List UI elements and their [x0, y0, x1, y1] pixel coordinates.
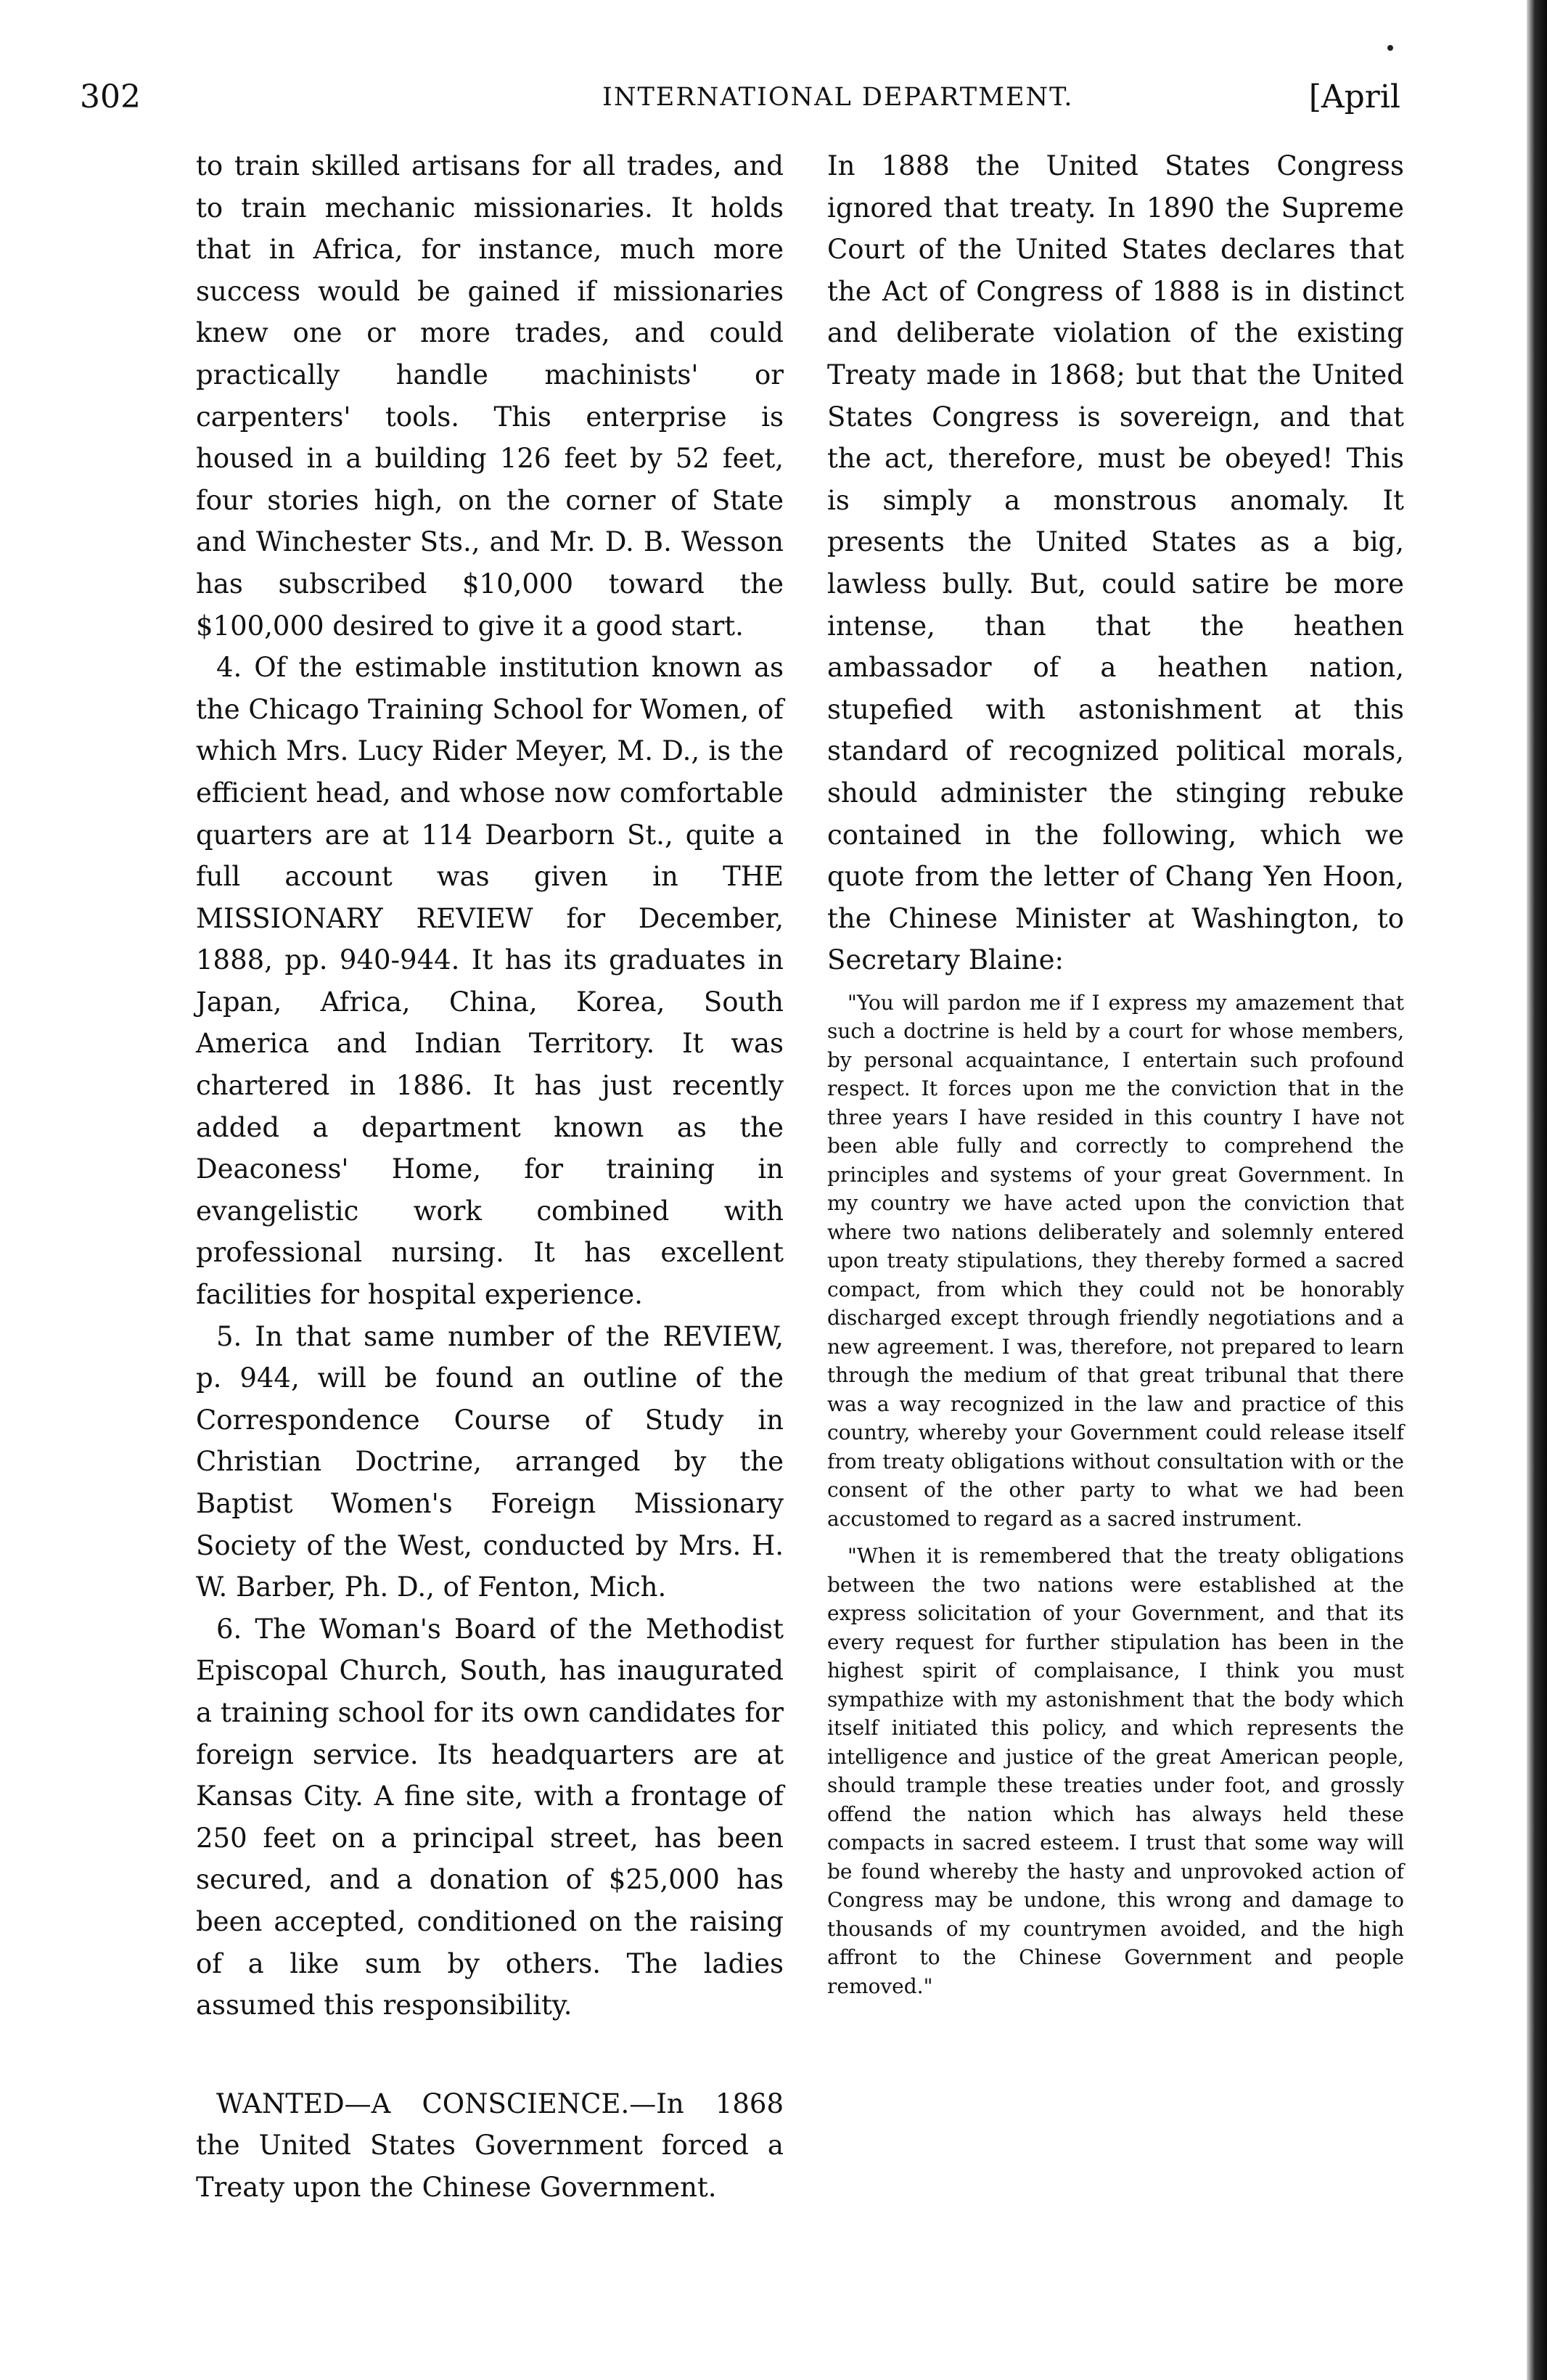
paragraph-wanted-conscience: WANTED—A CONSCIENCE.—In 1868 the United States Government forced a Treaty upon the Chinese Government. [196, 2087, 784, 2203]
issue-month: [April [1308, 78, 1400, 115]
paragraph-continued: to train skilled artisans for all trades, and to train mechanic missionaries. It holds that in Africa, for instance, much more success would be gained if missionaries knew one or more trades, and could practically handle machinists' or carpenters' tools. This enterprise is housed in a building 126 feet by 52 feet, four stories high, on the corner of State and Winchester Sts., and Mr. D. B. Wesson has subscribed $10,000 toward the $100,000 desired to give it a good start. [196, 150, 784, 642]
left-column [196, 145, 784, 2209]
page-binding-edge [1527, 0, 1547, 2380]
paragraph-treaty: In 1888 the United States Congress ignored that treaty. In 1890 the Supreme Court of the United States declares that the Act of Congress of 1888 is in distinct and deliberate violation of the existing Treaty made in 1868; but that the United States Congress is sovereign, and that the act, therefore, must be obeyed! This is simply a monstrous anomaly. It presents the United States as a big, lawless bully. But, could satire be more intense, than that the heathen ambassador of a heathen nation, stupefied with astonishment at this standard of recognized political morals, should administer the stinging rebuke contained in the following, which we quote from the letter of Chang Yen Hoon, the Chinese Minister at Washington, to Secretary Blaine: [827, 150, 1404, 976]
running-title: INTERNATIONAL DEPARTMENT. [602, 83, 1074, 112]
quote-paragraph-1: "You will pardon me if I express my amazement that such a doctrine is held by a court for whose members, by personal acquaintance, I entertain such profound respect. It forces upon me the conviction that in the three years I have resided in this country I have not been able fully and correctly to comprehend the principles and systems of your great Government. In my country we have acted upon the conviction that where two nations deliberately and solemnly entered upon treaty stipulations, they thereby formed a sacred compact, from which they could not be honorably discharged except through friendly negotiations and a new agreement. I was, therefore, not prepared to learn through the medium of that great tribunal that there was a way recognized in the law and practice of this country, whereby your Government could release itself from treaty obligations without consultation with or the consent of the other party to what we had been accustomed to regard as a sacred instrument. [827, 990, 1404, 1531]
quote-paragraph-2: "When it is remembered that the treaty obligations between the two nations were established at the express solicitation of your Government, and that its every request for further stipulation has been in the highest spirit of complaisance, I think you must sympathize with my astonishment that the body which itself initiated this policy, and which represents the intelligence and justice of the great American people, should trample these treaties under foot, and grossly offend the nation which has always held these compacts in sacred esteem. I trust that some way will be found whereby the hasty and unprovoked action of Congress may be undone, this wrong and damage to thousands of my countrymen avoided, and the high affront to the Chinese Government and people removed." [827, 1544, 1404, 1998]
page-header [80, 78, 1400, 129]
ink-speck [1387, 45, 1393, 51]
page-number: 302 [80, 78, 141, 115]
paragraph-item-6: 6. The Woman's Board of the Methodist Episcopal Church, South, has inaugurated a training school for its own candidates for foreign service. Its headquarters are at Kansas City. A fine site, with a frontage of 250 feet on a principal street, has been secured, and a donation of $25,000 has been accepted, conditioned on the raising of a like sum by others. The ladies assumed this responsibility. [196, 1613, 784, 2021]
right-column [827, 145, 1404, 2000]
paragraph-item-5: 5. In that same number of the REVIEW, p. 944, will be found an outline of the Correspondence Course of Study in Christian Doctrine, arranged by the Baptist Women's Foreign Missionary Society of the West, conducted by Mrs. H. W. Barber, Ph. D., of Fenton, Mich. [196, 1320, 784, 1603]
paragraph-item-4: 4. Of the estimable institution known as the Chicago Training School for Women, of which Mrs. Lucy Rider Meyer, M. D., is the efficient head, and whose now comfortable quarters are at 114 Dearborn St., quite a full account was given in THE MISSIONARY REVIEW for December, 1888, pp. 940-944. It has its graduates in Japan, Africa, China, Korea, South America and Indian Territory. It was chartered in 1886. It has just recently added a department known as the Deaconess' Home, for training in evangelistic work combined with professional nursing. It has excellent facilities for hospital experience. [196, 652, 784, 1311]
